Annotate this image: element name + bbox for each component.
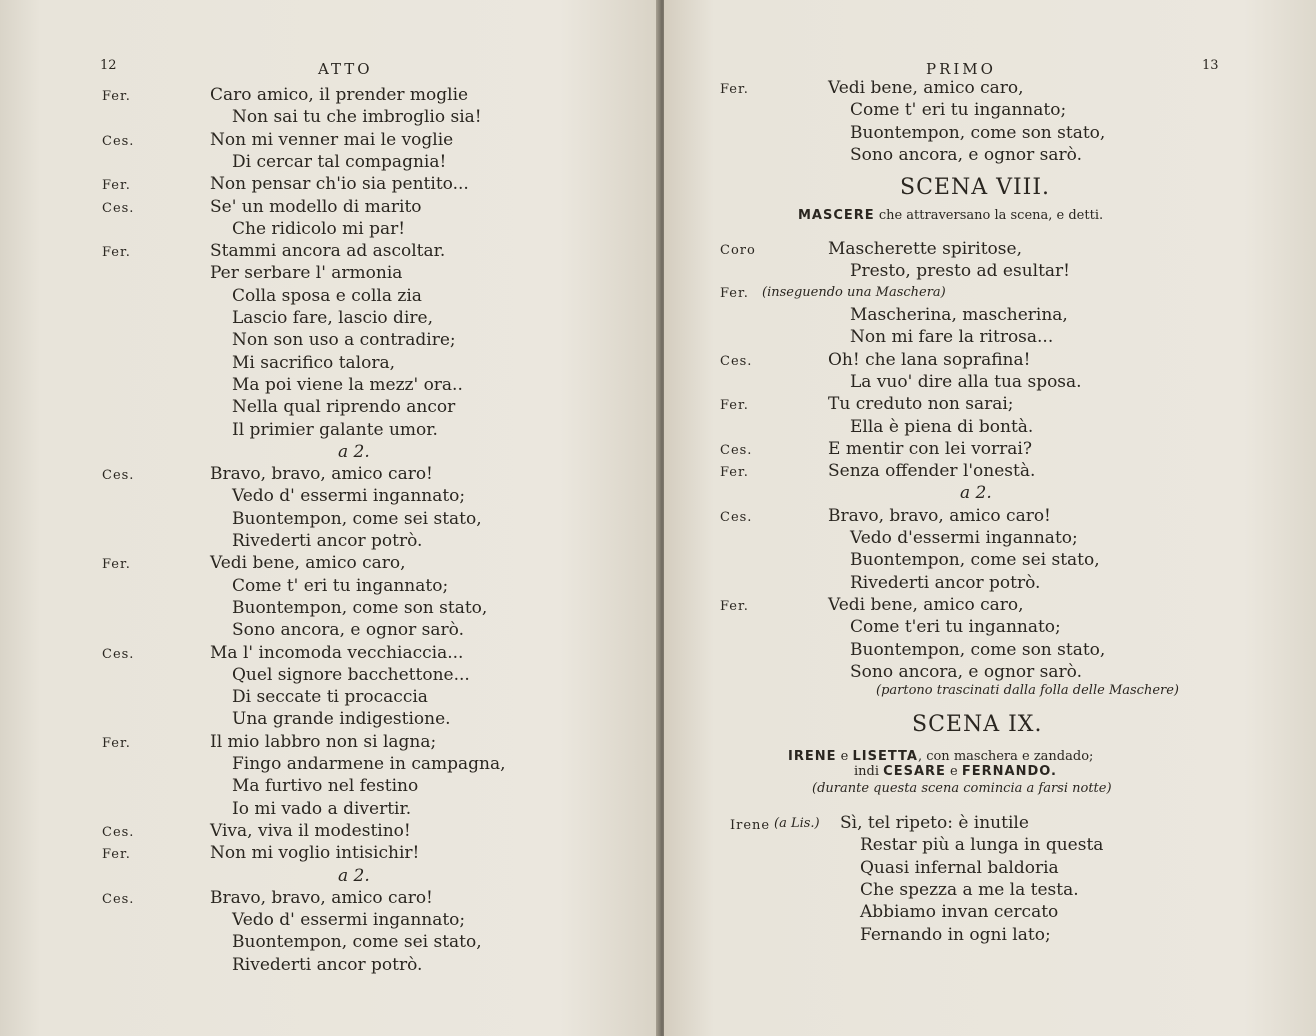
verse-line: Non son uso a contradire;: [232, 330, 456, 351]
verse-line: Buontempon, come son stato,: [850, 639, 1106, 660]
verse-line: Bravo, bravo, amico caro!: [210, 464, 433, 485]
verse-line: Fernando in ogni lato;: [860, 924, 1051, 945]
page-number-left: 12: [100, 58, 117, 73]
verse-line: Bravo, bravo, amico caro!: [828, 505, 1051, 526]
verse-line: Per serbare l' armonia: [210, 263, 403, 284]
speaker-label: Fer.: [102, 847, 131, 863]
verse-line: Vedo d' essermi ingannato;: [232, 910, 466, 931]
scene-8-cast: [798, 208, 1103, 223]
speaker-label: Ces.: [720, 509, 753, 525]
verse-line: Sono ancora, e ognor sarò.: [850, 144, 1082, 165]
speaker-label: Ces.: [102, 468, 135, 484]
verse-line: La vuo' dire alla tua sposa.: [850, 371, 1082, 392]
verse-line: Vedo d'essermi ingannato;: [850, 528, 1078, 548]
cast-lisetta: LISETTA: [852, 749, 918, 764]
a-due-marker: a 2.: [338, 441, 370, 462]
cast-conjunction: e: [840, 749, 849, 764]
scene-9-title: SCENA IX.: [912, 712, 1043, 737]
speaker-label: Fer.: [102, 89, 131, 104]
speaker-label: Ces.: [102, 200, 135, 216]
verse-line: E mentir con lei vorrai?: [828, 438, 1032, 459]
verse-line: Che ridicolo mi par!: [232, 218, 406, 239]
speaker-label: Ces.: [720, 353, 753, 369]
running-header-right: PRIMO: [926, 60, 996, 78]
speaker-label: Ces.: [102, 646, 135, 662]
cast-cesare: CESARE: [883, 764, 946, 779]
cast-conjunction-2: e: [950, 764, 958, 779]
verse-line: Se' un modello di marito: [210, 196, 422, 217]
stage-direction-inseguendo: (inseguendo una Maschera): [762, 285, 946, 300]
verse-line: Quel signore bacchettone...: [232, 664, 470, 685]
verse-line: Mi sacrifico talora,: [232, 352, 395, 373]
verse-line: Fingo andarmene in campagna,: [232, 754, 506, 774]
verse-line: Come t' eri tu ingannato;: [850, 100, 1067, 121]
stage-direction-a-lis: (a Lis.): [774, 816, 820, 831]
verse-line: Mascherette spiritose,: [828, 239, 1022, 259]
running-header-left: ATTO: [318, 60, 373, 78]
cast-costume-note: , con maschera e zandado;: [917, 749, 1094, 764]
speaker-label: Fer.: [720, 465, 749, 481]
a-due-marker: a 2.: [338, 865, 370, 886]
verse-line: Restar più a lunga in questa: [860, 835, 1104, 856]
speaker-label: Ces.: [102, 133, 135, 149]
verse-line: Non mi fare la ritrosa...: [850, 327, 1054, 348]
verse-line: Abbiamo invan cercato: [860, 902, 1059, 923]
verse-line: Non mi venner mai le voglie: [210, 129, 454, 150]
cast-indi: indi: [854, 764, 880, 779]
verse-line: Di cercar tal compagnia!: [232, 151, 447, 172]
speaker-label: Fer.: [102, 735, 131, 751]
verse-line: Ma poi viene la mezz' ora..: [232, 374, 463, 395]
verse-line: Non sai tu che imbroglio sia!: [232, 107, 482, 128]
verse-line: Stammi ancora ad ascoltar.: [210, 241, 446, 262]
verse-line: Ella è piena di bontà.: [850, 416, 1034, 437]
scene-8-title: SCENA VIII.: [900, 175, 1051, 200]
verse-line: Ma l' incomoda vecchiaccia...: [210, 642, 464, 663]
verse-line: Il primier galante umor.: [232, 419, 438, 440]
verse-line: Lascio fare, lascio dire,: [232, 308, 433, 328]
speaker-label: Fer.: [102, 178, 131, 194]
verse-line: Vedi bene, amico caro,: [210, 553, 406, 574]
speaker-label: Fer.: [102, 557, 131, 573]
scene-9-cast-line-1: [788, 749, 1093, 764]
verse-line: Buontempon, come sei stato,: [232, 932, 482, 953]
verse-line: Tu creduto non sarai;: [828, 394, 1014, 415]
speaker-label: Fer.: [720, 398, 749, 414]
verse-line: Come t' eri tu ingannato;: [232, 575, 449, 596]
speaker-label: Ces.: [720, 442, 753, 458]
verse-line: Io mi vado a divertir.: [232, 798, 412, 819]
verse-line: Vedi bene, amico caro,: [828, 594, 1024, 615]
verse-line: Non pensar ch'io sia pentito...: [210, 174, 469, 195]
verse-line: Mascherina, mascherina,: [850, 305, 1068, 325]
verse-line: Sono ancora, e ognor sarò.: [232, 620, 464, 641]
a-due-marker: a 2.: [960, 483, 992, 504]
verse-line: Viva, viva il modestino!: [210, 820, 411, 841]
verse-line: Rivederti ancor potrò.: [232, 531, 423, 551]
verse-line: Buontempon, come son stato,: [850, 122, 1106, 143]
scene-9-cast-line-2: [854, 764, 1057, 779]
verse-line: Caro amico, il prender moglie: [210, 85, 469, 105]
speaker-label: Ces.: [102, 891, 135, 907]
cast-fernando: FERNANDO.: [961, 764, 1057, 779]
verse-line: Che spezza a me la testa.: [860, 879, 1079, 900]
verse-line: Come t'eri tu ingannato;: [850, 617, 1061, 638]
verse-line: Di seccate ti procaccia: [232, 687, 428, 708]
verse-line: Una grande indigestione.: [232, 709, 451, 730]
verse-line: Colla sposa e colla zia: [232, 285, 422, 306]
page-number-right: 13: [1202, 58, 1219, 73]
verse-line: Presto, presto ad esultar!: [850, 261, 1071, 282]
speaker-irene: Irene: [730, 818, 771, 833]
verse-line: Oh! che lana soprafina!: [828, 349, 1031, 370]
verse-line: Buontempon, come son stato,: [232, 597, 488, 618]
verse-line: Il mio labbro non si lagna;: [210, 731, 437, 752]
verse-line: Buontempon, come sei stato,: [850, 550, 1100, 571]
verse-line: Sono ancora, e ognor sarò.: [850, 661, 1082, 682]
speaker-label: Fer.: [102, 245, 131, 261]
stage-direction-partono: (partono trascinati dalla folla delle Maschere): [876, 683, 1179, 698]
cast-mascere: MASCERE: [798, 208, 875, 223]
cast-irene: IRENE: [788, 749, 837, 764]
verse-line: Rivederti ancor potrò.: [232, 954, 423, 975]
verse-line: Rivederti ancor potrò.: [850, 572, 1041, 593]
verse-line: Bravo, bravo, amico caro!: [210, 887, 433, 908]
right-page: [664, 0, 1316, 1036]
speaker-fer: Fer.: [720, 286, 749, 301]
speaker-label: Fer.: [720, 82, 749, 97]
verse-line: Quasi infernal baldoria: [860, 857, 1059, 878]
verse-line: Non mi voglio intisichir!: [210, 843, 420, 864]
speaker-label: Ces.: [102, 824, 135, 840]
verse-line: Nella qual riprendo ancor: [232, 397, 456, 418]
cast-mascere-note: che attraversano la scena, e detti.: [878, 208, 1104, 223]
verse-line: Buontempon, come sei stato,: [232, 508, 482, 529]
stage-direction-notte: (durante questa scena comincia a farsi notte): [812, 781, 1112, 796]
speaker-label: Coro: [720, 243, 756, 258]
speaker-label: Fer.: [720, 598, 749, 614]
verse-line: Ma furtivo nel festino: [232, 776, 419, 797]
verse-line: Vedo d' essermi ingannato;: [232, 486, 466, 507]
verse-line: Sì, tel ripeto: è inutile: [840, 813, 1029, 833]
verse-line: Senza offender l'onestà.: [828, 461, 1036, 482]
verse-line: Vedi bene, amico caro,: [828, 78, 1024, 98]
